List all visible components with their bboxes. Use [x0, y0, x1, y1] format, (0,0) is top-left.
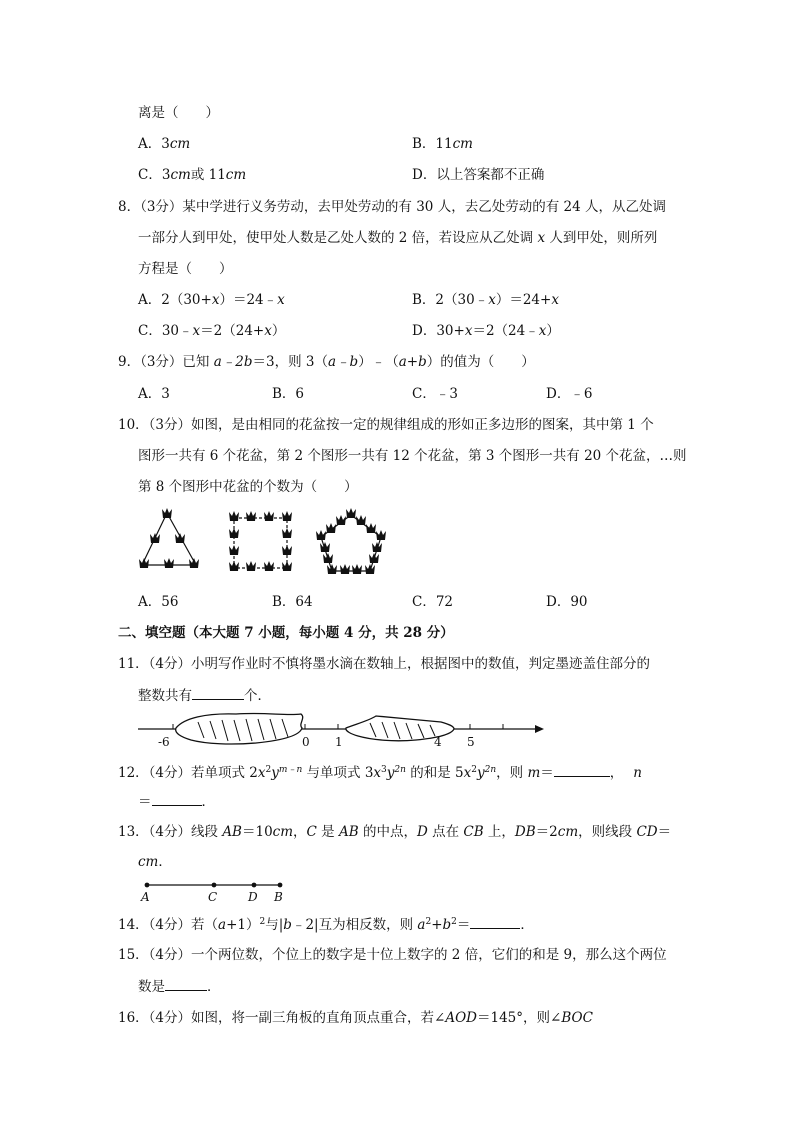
axis-label-5: 5: [467, 735, 475, 749]
q8-option-b[interactable]: B．2（30﹣x）＝24+x: [412, 292, 559, 308]
q12-answer-blank-n[interactable]: [152, 791, 202, 806]
q8-stem-line1: 8．（3分）某中学进行义务劳动，去甲处劳动的有 30 人，去乙处劳动的有 24 人，从乙处调: [118, 199, 666, 215]
q13-stem-line1: 13．（4分）线段 AB＝10cm，C 是 AB 的中点，D 点在 CB 上，DB＝2cm，则线段 CD＝: [118, 824, 672, 840]
point-c-label: C: [208, 890, 218, 904]
point-a-label: A: [141, 890, 150, 904]
point-b-label: B: [274, 890, 283, 904]
q12-answer-blank-m[interactable]: [554, 762, 610, 777]
q9-option-c[interactable]: C．﹣3: [412, 386, 458, 402]
q8-option-a[interactable]: A．2（30+x）＝24﹣x: [138, 292, 285, 308]
axis-label-1: 1: [335, 735, 343, 749]
triangle-pattern: [139, 508, 199, 568]
q10-flowerpot-figures: [130, 505, 400, 585]
q7-option-a[interactable]: A．3cm: [138, 136, 191, 152]
axis-label-neg6: -6: [158, 735, 170, 749]
point-d-label: D: [248, 890, 258, 904]
q7-option-c[interactable]: C．3cm或 11cm: [138, 167, 247, 183]
q14-stem: 14．（4分）若$(a+1)^2$与|b﹣2|互为相反数，则 $a^2+b^2=$ ．: [118, 912, 534, 935]
q10-option-c[interactable]: C．72: [412, 594, 454, 610]
q9-stem: 9．（3分）已知 a﹣2b＝3，则 3（a﹣b）﹣（a+b）的值为（ ）: [118, 354, 535, 370]
section-2-title: 二、填空题（本大题 7 小题，每小题 4 分，共 28 分）: [118, 625, 454, 641]
q12-stem-line1: 12．（4分）若单项式 $2x^2y^{m﹣n}$ 与单项式 $3x^3y^{2n}$ 的和是 $5x^2y^{2n}$，则 m＝ ， n: [118, 760, 642, 783]
q15-answer-blank[interactable]: [165, 976, 207, 991]
axis-label-0: 0: [302, 735, 310, 749]
q11-number-line: [136, 708, 546, 753]
q9-option-d[interactable]: D．﹣6: [546, 386, 593, 402]
axis-label-4: 4: [434, 735, 442, 749]
q10-option-d[interactable]: D．90: [546, 594, 588, 610]
q10-stem-line3: 第 8 个图形中花盆的个数为（ ）: [138, 479, 358, 495]
pentagon-pattern: [316, 508, 386, 574]
q16-stem: 16．（4分）如图，将一副三角板的直角顶点重合，若∠AOD＝145°，则∠BOC: [118, 1010, 593, 1026]
q13-stem-line2: cm．: [138, 854, 172, 870]
square-pattern: [229, 511, 292, 571]
q7-stem-tail: 离是（ ）: [138, 105, 219, 121]
q15-stem-line2: 数是 ．: [138, 976, 221, 997]
q15-stem-line1: 15．（4分）一个两位数，个位上的数字是十位上数字的 2 倍，它们的和是 9，那么这个两位: [118, 947, 667, 963]
q8-stem-line3: 方程是（ ）: [138, 261, 233, 277]
q9-option-b[interactable]: B．6: [272, 386, 305, 402]
q11-answer-blank[interactable]: [192, 685, 244, 700]
q8-option-d[interactable]: D．30+x＝2（24﹣x）: [412, 323, 560, 339]
q12-stem-line2: ＝ ．: [138, 791, 215, 812]
q9-option-a[interactable]: A．3: [138, 386, 170, 402]
q7-option-b[interactable]: B．11cm: [412, 136, 473, 152]
q14-answer-blank[interactable]: [470, 914, 520, 929]
q11-stem-line2: 整数共有 个．: [138, 685, 271, 706]
q10-option-a[interactable]: A．56: [138, 594, 179, 610]
q7-option-d[interactable]: D．以上答案都不正确: [412, 167, 545, 183]
q11-stem-line1: 11．（4分）小明写作业时不慎将墨水滴在数轴上，根据图中的数值，判定墨迹盖住部分的: [118, 656, 651, 672]
q10-option-b[interactable]: B．64: [272, 594, 313, 610]
q10-stem-line1: 10．（3分）如图，是由相同的花盆按一定的规律组成的形如正多边形的图案，其中第 1 个: [118, 417, 654, 433]
q8-option-c[interactable]: C．30﹣x＝2（24+x）: [138, 323, 286, 339]
q10-stem-line2: 图形一共有 6 个花盆，第 2 个图形一共有 12 个花盆，第 3 个图形一共有 20 个花盆，…则: [138, 448, 687, 464]
q8-stem-line2: 一部分人到甲处，使甲处人数是乙处人数的 2 倍，若设应从乙处调 x 人到甲处，则所列: [138, 230, 658, 246]
q13-segment-figure: [138, 876, 298, 906]
